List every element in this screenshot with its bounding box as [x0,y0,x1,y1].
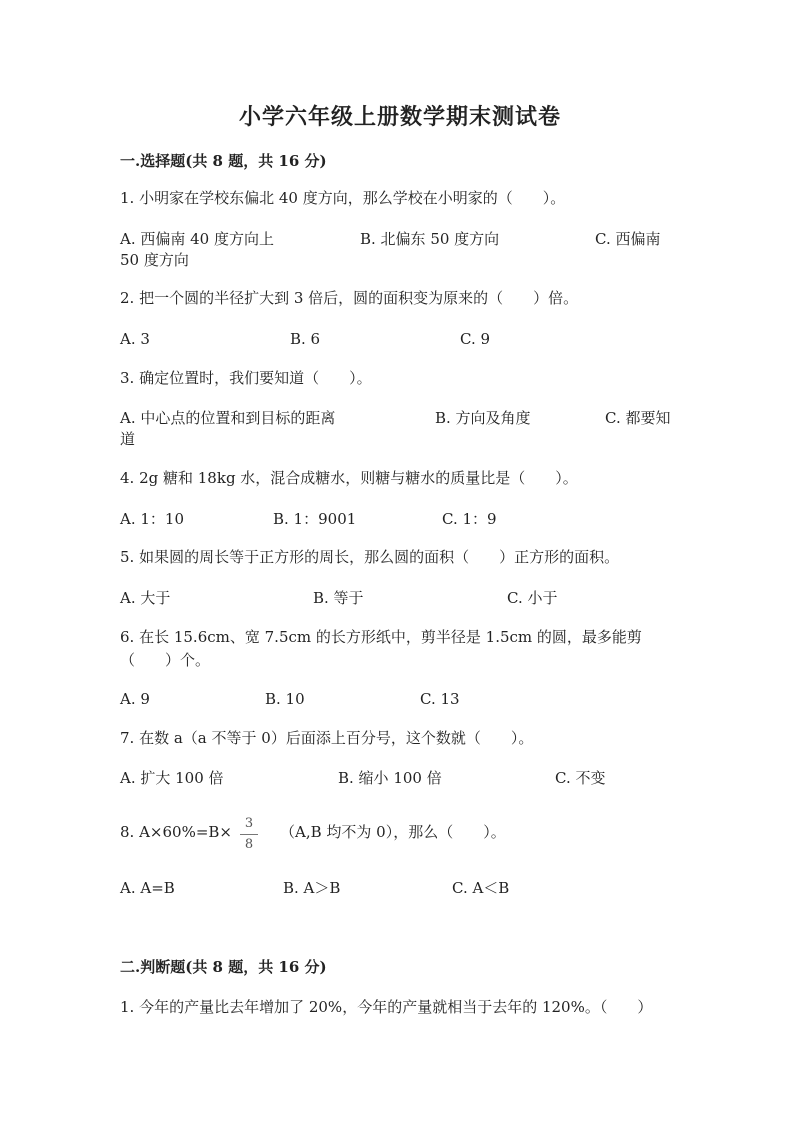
question-4: 4. 2g 糖和 18kg 水，混合成糖水，则糖与糖水的质量比是（ ）。 [120,469,578,487]
option-3c-continued: 道 [120,430,136,448]
fraction-numerator: 3 [244,816,254,831]
option-2c: C. 9 [460,330,491,348]
question-3: 3. 确定位置时，我们要知道（ ）。 [120,369,372,387]
question-8-part-b: （A,B 均不为 0），那么（ ）。 [280,823,506,841]
question-2: 2. 把一个圆的半径扩大到 3 倍后，圆的面积变为原来的（ ）倍。 [120,289,579,307]
question-7: 7. 在数 a（a 不等于 0）后面添上百分号，这个数就（ ）。 [120,729,534,747]
option-8c: C. A＜B [452,879,510,897]
option-4c: C. 1：9 [442,510,497,528]
option-7c: C. 不变 [555,769,606,787]
option-3a: A. 中心点的位置和到目标的距离 [120,409,336,427]
option-2b: B. 6 [290,330,321,348]
page-title: 小学六年级上册数学期末测试卷 [238,104,561,130]
option-4a: A. 1：10 [120,510,184,528]
option-1c: C. 西偏南 [595,230,661,248]
fraction-bar [240,834,258,835]
option-2a: A. 3 [120,330,150,348]
option-3b: B. 方向及角度 [435,409,531,427]
option-5a: A. 大于 [120,589,171,607]
option-1a: A. 西偏南 40 度方向上 [120,230,274,248]
option-7a: A. 扩大 100 倍 [120,769,224,787]
option-3c: C. 都要知 [605,409,671,427]
question-5: 5. 如果圆的周长等于正方形的周长，那么圆的面积（ ）正方形的面积。 [120,548,620,566]
option-7b: B. 缩小 100 倍 [338,769,442,787]
fraction-denominator: 8 [244,837,254,852]
option-8a: A. A=B [120,879,175,897]
option-4b: B. 1：9001 [273,510,357,528]
option-6a: A. 9 [120,690,150,708]
option-1c-continued: 50 度方向 [120,251,189,269]
question-6: 6. 在长 15.6cm、宽 7.5cm 的长方形纸中，剪半径是 1.5cm 的圆，最多能剪（ ）个。 [120,628,642,669]
question-1: 1. 小明家在学校东偏北 40 度方向，那么学校在小明家的（ ）。 [120,189,566,207]
tf-question-1: 1. 今年的产量比去年增加了 20%，今年的产量就相当于去年的 120%。（ ） [120,998,653,1016]
question-8-part-a: 8. A×60%=B× [120,823,232,841]
option-5b: B. 等于 [313,589,364,607]
option-8b: B. A＞B [283,879,341,897]
fraction [240,815,258,854]
option-1b: B. 北偏东 50 度方向 [360,230,500,248]
option-6c: C. 13 [420,690,460,708]
option-6b: B. 10 [265,690,305,708]
section-heading-multiple-choice: 一.选择题(共 8 题，共 16 分) [120,152,327,170]
section-heading-true-false: 二.判断题(共 8 题，共 16 分) [120,958,327,976]
option-5c: C. 小于 [507,589,558,607]
